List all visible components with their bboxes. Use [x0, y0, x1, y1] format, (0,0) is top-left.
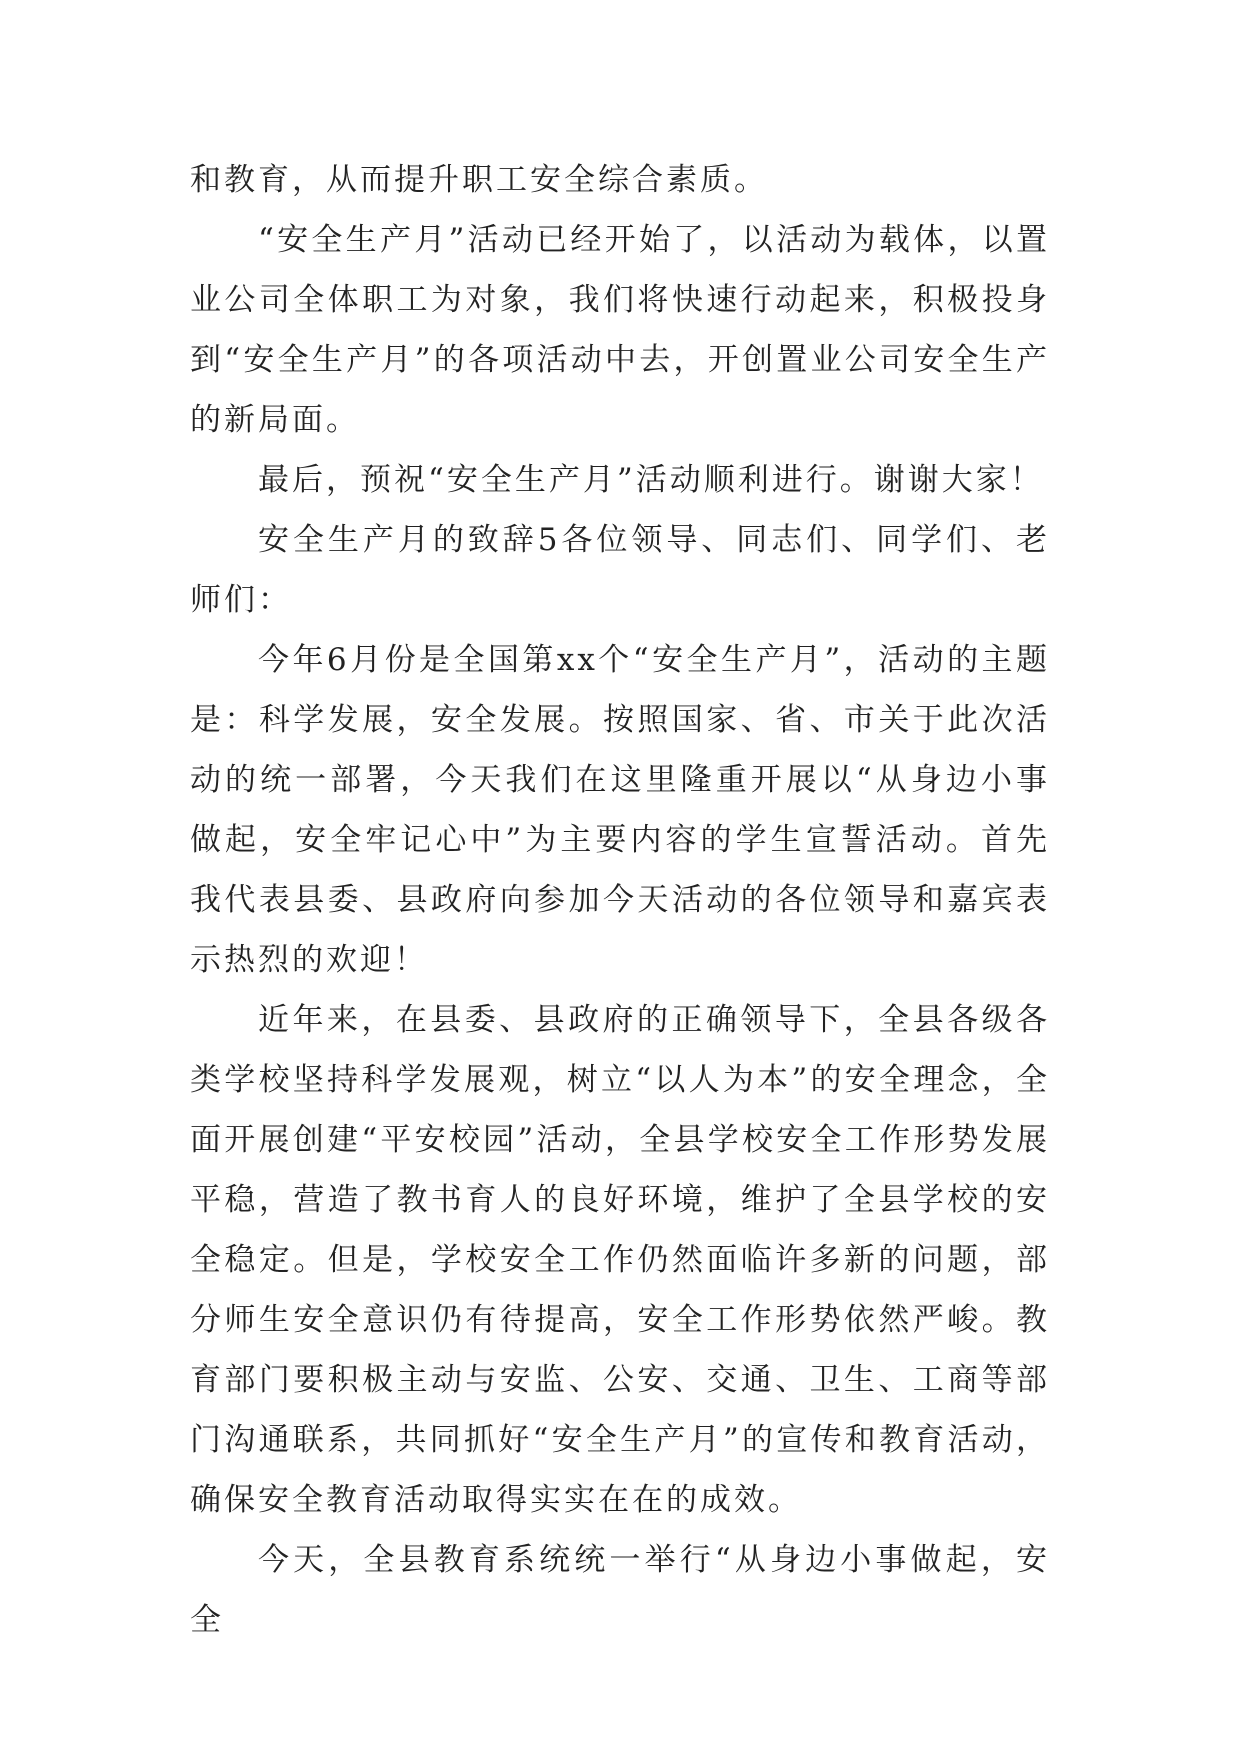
paragraph-continuation: 和教育，从而提升职工安全综合素质。 — [190, 162, 768, 198]
paragraph-recent-years: 近年来，在县委、县政府的正确领导下，全县各级各类学校坚持科学发展观，树立“以人为本”的安全理念，全面开展创建“平安校园”活动，全县学校安全工作形势发展平稳，营造了教书育人的良好环境，维护了全县学校的安全稳定。但是，学校安全工作仍然面临许多新的问题，部分师生安全意识仍有待提高，安全工作形势依然严峻。教育部门要积极主动与安监、公安、交通、卫生、工商等部门沟通联系，共同抓好“安全生产月”的宣传和教育活动，确保安全教育活动取得实实在在的成效。 — [190, 1002, 1050, 1518]
paragraph-safety-month-started: “安全生产月”活动已经开始了，以活动为载体，以置业公司全体职工为对象，我们将快速行动起来，积极投身到“安全生产月”的各项活动中去，开创置业公司安全生产的新局面。 — [190, 222, 1050, 438]
document-body — [190, 150, 1050, 1650]
paragraph-today-event: 今天，全县教育系统统一举行“从身边小事做起，安全 — [190, 1542, 1050, 1638]
paragraph-theme-intro: 今年6月份是全国第xx个“安全生产月”，活动的主题是：科学发展，安全发展。按照国家、省、市关于此次活动的统一部署，今天我们在这里隆重开展以“从身边小事做起，安全牢记心中”为主要内容的学生宣誓活动。首先我代表县委、县政府向参加今天活动的各位领导和嘉宾表示热烈的欢迎！ — [190, 642, 1050, 978]
paragraph-speech-5-heading: 安全生产月的致辞5各位领导、同志们、同学们、老师们： — [190, 522, 1050, 618]
paragraph-closing-wishes: 最后，预祝“安全生产月”活动顺利进行。谢谢大家！ — [258, 462, 1044, 498]
